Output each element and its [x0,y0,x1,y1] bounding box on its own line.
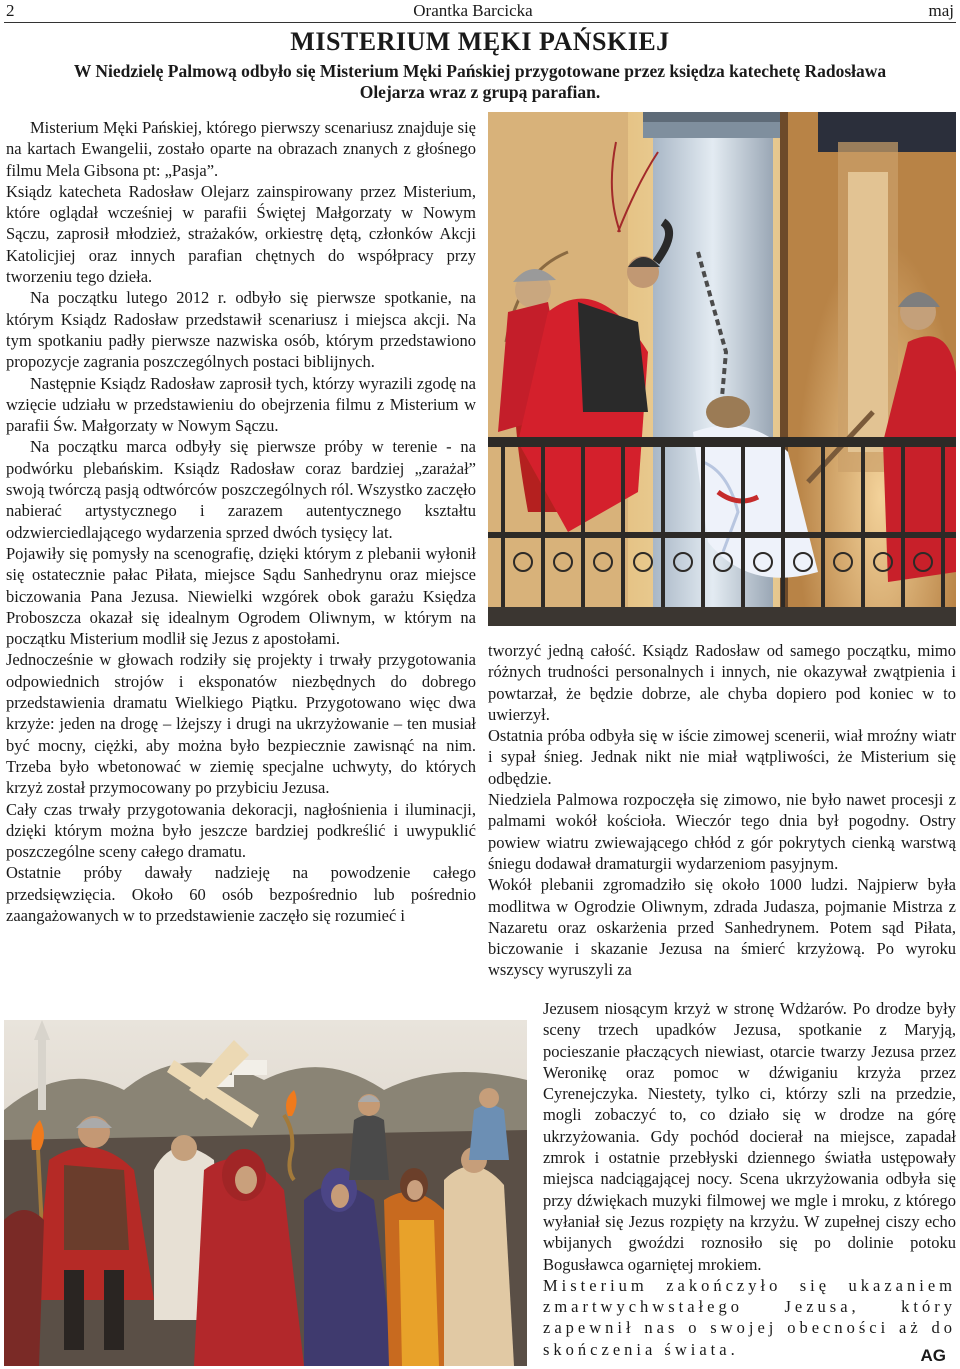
page-number: 2 [6,1,15,20]
header-rule [4,22,956,23]
paragraph: Ksiądz katecheta Radosław Olejarz zainspirowany przez Misterium, które oglądał wcześniej w parafii Świętej Małgorzaty w Nowym Sączu, zaprosił młodzież, strażaków, orkiestrę dętą, członków Akcji Katolicjiej oraz innych parafian chętnych do współpracy przy tworzeniu tego dzieła. [6,181,476,287]
paragraph: Jezusem niosącym krzyż w stronę Wdżarów. Po drodze były sceny trzech upadków Jezusa, spotkanie z Maryją, pocieszanie płaczących niewiast, otarcie twarzy Jezusa przez Weronikę oraz pomoc w dźwiganiu krzyża przez Cyrenejczyka. Niestety, tylko ci, którzy szli na przedzie, mogli zobaczyć to, co działo się w drodze na górę ukrzyżowania. Gdy pochód docierał na miejsce, zapadał zmrok i ostatnie przebłyski dziennego światła ustępowały miejsca nadciągającej nocy. Scena ukrzyżowania odbyła się przy dźwiękach muzyki filmowej we mgle i mroku, z którego wyłaniał się Jezus rozpięty na krzyżu. W zupełnej ciszy echo wbijanych gwoździ roznosiło się po dolinie potoku Bogusławca ogarniętej mrokiem. [543,999,956,1274]
article-title: MISTERIUM MĘKI PAŃSKIEJ [290,27,670,56]
paragraph: Misterium zakończyło się ukazaniem zmartwychwstałego Jezusa, który zapewnił nas o swojej obecności aż do skończenia świata. [543,1275,956,1359]
paragraph: Pojawiły się pomysły na scenografię, dzięki którym z plebanii wyłonił się ostatecznie pałac Piłata, miejsce Sądu Sanhedrynu oraz miejsce biczowania Pana Jezusa. Niewielki wzgórek obok garażu Księdza Proboszcza okazał się idealnym Ogrodem Oliwnym, w którym na początku Misterium modlił się Jezus z apostołami. [6,543,476,649]
issue-month: maj [928,1,954,20]
paragraph: Na początku lutego 2012 r. odbyło się pierwsze spotkanie, na którym Ksiądz Radosław przedstawił scenariusz i miejsca akcji. Na tym spotkaniu padły pierwsze nazwiska osób, którym przedstawiono propozycje zagrania poszczególnych postaci biblijnych. [6,288,476,372]
author-signature: AG [920,1346,946,1365]
paragraph: Wokół plebanii zgromadziło się około 1000 ludzi. Najpierw była modlitwa w Ogrodzie Oliwnym, zdrada Judasza, pojmanie Mistrza z Nazaretu oraz oskarżenia przed Sanhedrynem. Potem sąd Piłata, biczowanie i skazanie Jezusa na śmierć krzyżową. Po wyroku wszyscy wyruszyli za [488,875,956,980]
paragraph: Ostatnie próby dawały nadzieję na powodzenie całego przedsięwzięcia. Około 60 osób bezpośrednio lub pośrednio zaangażowanych w to przedstawienie zaczęło się rozumieć i [6,863,476,925]
right-column-lower [543,998,956,1360]
paragraph: Niedziela Palmowa rozpoczęła się zimowo, nie było nawet procesji z palmami wokół kościoła. Wieczór tego dnia był pogodny. Ostry powiew wiatru zwiewającego chłód z gór pokrytych cienką warstwą śniegu dodawał dramaturgii wydarzeniom pasyjnym. [488,790,956,873]
right-column [488,640,956,981]
paragraph: Misterium Męki Pańskiej, którego pierwszy scenariusz znajduje się na kartach Ewangelii, zostało oparte na obrazach znanych z głośnego filmu Mela Gibsona pt: „Pasja”. [6,118,476,180]
paragraph: tworzyć jedną całość. Ksiądz Radosław od samego początku, mimo różnych trudności personalnych i innych, nie okazywał zwątpienia i powtarzał, że będzie dobrze, ale chyba dopiero pod koniec w to uwierzył. [488,641,956,724]
paragraph: Jednocześnie w głowach rodziły się projekty i trwały przygotowania odpowiednich strojów i eksponatów niezbędnych do dobrego przedstawienia dramatu Wielkiego Piątku. Przygotowano więc dwa krzyże: jeden na drogę – lżejszy i drugi na ukrzyżowanie – ten musiał być mocny, ciężki, aby można było bezpiecznie zawisnąć na nim. Trzeba było wbetonować w ziemię specjalne uchwyty, do których krzyż został przymocowany po przybiciu Jezusa. [6,650,476,798]
publication-name: Orantka Barcicka [413,1,533,20]
paragraph: Następnie Ksiądz Radosław zaprosił tych, którzy wyrazili zgodę na wzięcie udziału w przedstawieniu do obejrzenia filmu z Misterium w parafii Św. Małgorzaty w Nowym Sączu. [6,373,476,436]
left-column [6,117,476,926]
article-subtitle: W Niedzielę Palmową odbyło się Misterium Męki Pańskiej przygotowane przez księdza katechetę Radosława Olejarza wraz z grupą parafian. [73,61,887,102]
paragraph: Ostatnia próba odbyła się w iście zimowej scenerii, wiał mroźny wiatr i sypał śnieg. Jednak nikt nie miał wątpliwości, że Misterium się odbędzie. [488,726,956,788]
paragraph: Cały czas trwały przygotowania dekoracji, nagłośnienia i iluminacji, dzięki którym można było jeszcze bardziej podkreślić i uwypuklić poszczególne sceny całego dramatu. [6,799,476,862]
page-header [0,0,960,22]
paragraph: Na początku marca odbyły się pierwsze próby w terenie - na podwórku plebańskim. Ksiądz Radosław coraz bardziej „zarażał” swoją twórczą pasją odtwórców poszczególnych ról. Wszystko zaczęło nabierać artystycznego i zarazem autentycznego kształtu odzwierciedlającego wydarzenia sprzed dwóch tysięcy lat. [6,437,476,542]
scourging-scene-photo [488,112,956,626]
way-of-the-cross-procession-photo [4,1020,527,1366]
